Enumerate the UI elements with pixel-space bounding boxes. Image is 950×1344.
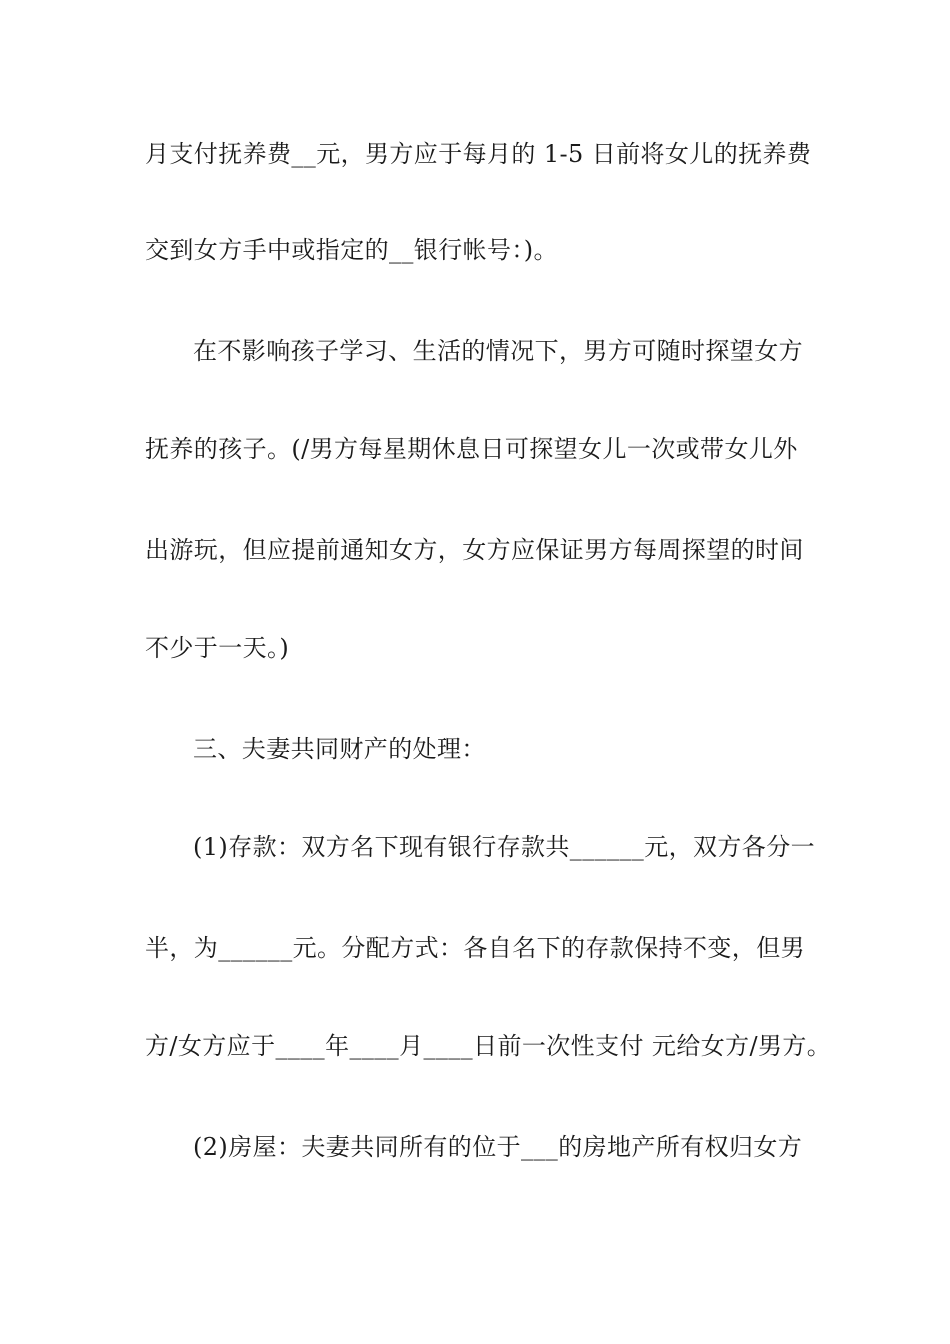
paragraph-line: 出游玩，但应提前通知女方，女方应保证男方每周探望的时间 xyxy=(145,536,804,564)
paragraph-line: 半，为______元。分配方式：各自名下的存款保持不变，但男 xyxy=(145,934,805,962)
paragraph-line: 月支付抚养费__元，男方应于每月的 1-5 日前将女儿的抚养费 xyxy=(145,140,812,168)
paragraph-line: (2)房屋：夫妻共同所有的位于___的房地产所有权归女方 xyxy=(193,1133,803,1161)
section-heading: 三、夫妻共同财产的处理： xyxy=(193,735,486,763)
paragraph-line: 不少于一天。) xyxy=(145,634,290,662)
paragraph-line: (1)存款：双方名下现有银行存款共______元，双方各分一 xyxy=(193,833,815,861)
paragraph-line: 交到女方手中或指定的__银行帐号：)。 xyxy=(145,236,558,264)
paragraph-line: 在不影响孩子学习、生活的情况下，男方可随时探望女方 xyxy=(193,337,803,365)
paragraph-line: 方/女方应于____年____月____日前一次性支付 元给女方/男方。 xyxy=(145,1032,832,1060)
paragraph-line: 抚养的孩子。(/男方每星期休息日可探望女儿一次或带女儿外 xyxy=(145,435,798,463)
